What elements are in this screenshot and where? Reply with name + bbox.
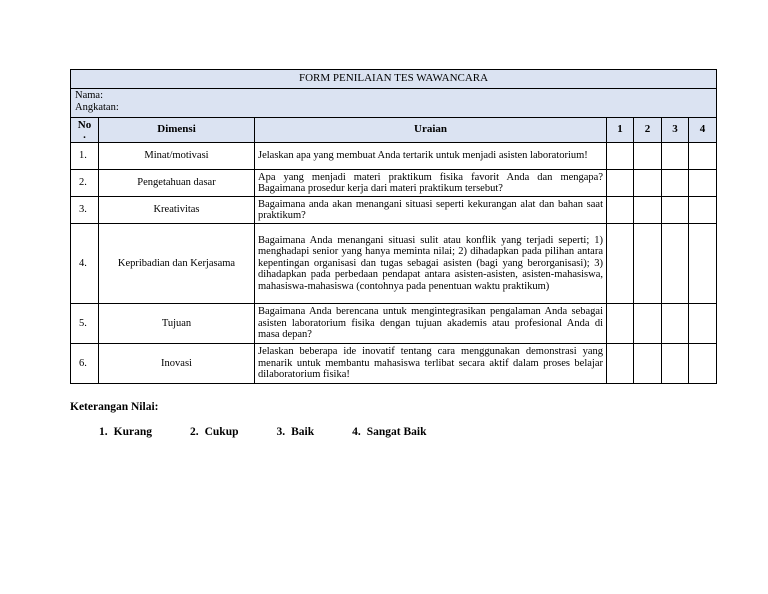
score-cell-3[interactable] [662, 143, 689, 170]
score-cell-2[interactable] [634, 197, 662, 224]
score-cell-2[interactable] [634, 304, 662, 344]
table-row [71, 224, 717, 304]
score-cell-4[interactable] [689, 304, 717, 344]
header-uraian: Uraian [255, 118, 607, 143]
legend-item: 4. Sangat Baik [352, 426, 427, 438]
row-dimensi: Kreativitas [99, 197, 255, 224]
score-cell-3[interactable] [662, 197, 689, 224]
score-cell-1[interactable] [607, 197, 634, 224]
header-dimensi: Dimensi [99, 118, 255, 143]
row-number: 4. [71, 224, 99, 304]
score-cell-1[interactable] [607, 170, 634, 197]
legend-item: 3. Baik [276, 426, 315, 438]
row-dimensi: Minat/motivasi [99, 143, 255, 170]
score-cell-4[interactable] [689, 197, 717, 224]
header-no: No . [71, 118, 99, 143]
row-dimensi: Kepribadian dan Kerjasama [99, 224, 255, 304]
score-legend [70, 401, 427, 438]
row-number: 1. [71, 143, 99, 170]
score-cell-4[interactable] [689, 344, 717, 384]
assessment-form-table [70, 69, 717, 384]
row-uraian: Apa yang menjadi materi praktikum fisika favorit Anda dan mengapa? Bagaimana prosedur kerja dari materi praktikum tersebut? [255, 170, 607, 197]
row-uraian: Jelaskan beberapa ide inovatif tentang cara menggunakan demonstrasi yang menarik untuk membantu mahasiswa terlibat secara aktif dalam proses belajar dilaboratorium fisika! [255, 344, 607, 384]
score-cell-2[interactable] [634, 344, 662, 384]
legend-item: 2. Cukup [189, 426, 239, 438]
table-row [71, 197, 717, 224]
legend-item: 1. Kurang [99, 426, 152, 438]
row-uraian: Bagaimana Anda berencana untuk mengintegrasikan pengalaman Anda sebagai asisten laboratorium fisika dengan tujuan akademis atau profesional Anda di masa depan? [255, 304, 607, 344]
score-cell-3[interactable] [662, 170, 689, 197]
score-cell-3[interactable] [662, 344, 689, 384]
row-dimensi: Pengetahuan dasar [99, 170, 255, 197]
table-row [71, 304, 717, 344]
score-cell-4[interactable] [689, 170, 717, 197]
table-row [71, 170, 717, 197]
score-cell-2[interactable] [634, 170, 662, 197]
header-score-4: 4 [689, 118, 717, 143]
score-cell-1[interactable] [607, 344, 634, 384]
row-number: 5. [71, 304, 99, 344]
row-number: 2. [71, 170, 99, 197]
table-row [71, 143, 717, 170]
form-title: FORM PENILAIAN TES WAWANCARA [71, 70, 717, 89]
row-uraian: Bagaimana Anda menangani situasi sulit atau konflik yang terjadi seperti; 1) menghadapi senior yang hanya meminta nilai; 2) dihadapkan pada pilihan antara kepentingan organisasi dan tugas sebagai asisten (bagi yang berorganisasi); 3) dihadapkan pada perbedaan pendapat antara asisten-asisten, asisten-mahasiswa, mahasiswa-mahasiswa (contohnya pada penentuan waktu praktikum) [255, 224, 607, 304]
angkatan-field-label: Angkatan: [75, 101, 119, 113]
score-cell-2[interactable] [634, 224, 662, 304]
row-uraian: Bagaimana anda akan menangani situasi seperti kekurangan alat dan bahan saat praktikum? [255, 197, 607, 224]
header-score-1: 1 [607, 118, 634, 143]
table-row [71, 344, 717, 384]
row-number: 6. [71, 344, 99, 384]
legend-list [99, 426, 465, 438]
score-cell-1[interactable] [607, 143, 634, 170]
score-cell-4[interactable] [689, 143, 717, 170]
row-dimensi: Tujuan [99, 304, 255, 344]
header-score-3: 3 [662, 118, 689, 143]
score-cell-3[interactable] [662, 224, 689, 304]
nama-field-label: Nama: [75, 90, 103, 101]
row-dimensi: Inovasi [99, 344, 255, 384]
score-cell-1[interactable] [607, 304, 634, 344]
row-uraian: Jelaskan apa yang membuat Anda tertarik untuk menjadi asisten laboratorium! [255, 143, 607, 170]
legend-title: Keterangan Nilai: [70, 401, 159, 413]
score-cell-4[interactable] [689, 224, 717, 304]
participant-info [71, 89, 717, 118]
score-cell-2[interactable] [634, 143, 662, 170]
table-header-row [71, 118, 717, 143]
score-cell-1[interactable] [607, 224, 634, 304]
score-cell-3[interactable] [662, 304, 689, 344]
row-number: 3. [71, 197, 99, 224]
header-score-2: 2 [634, 118, 662, 143]
